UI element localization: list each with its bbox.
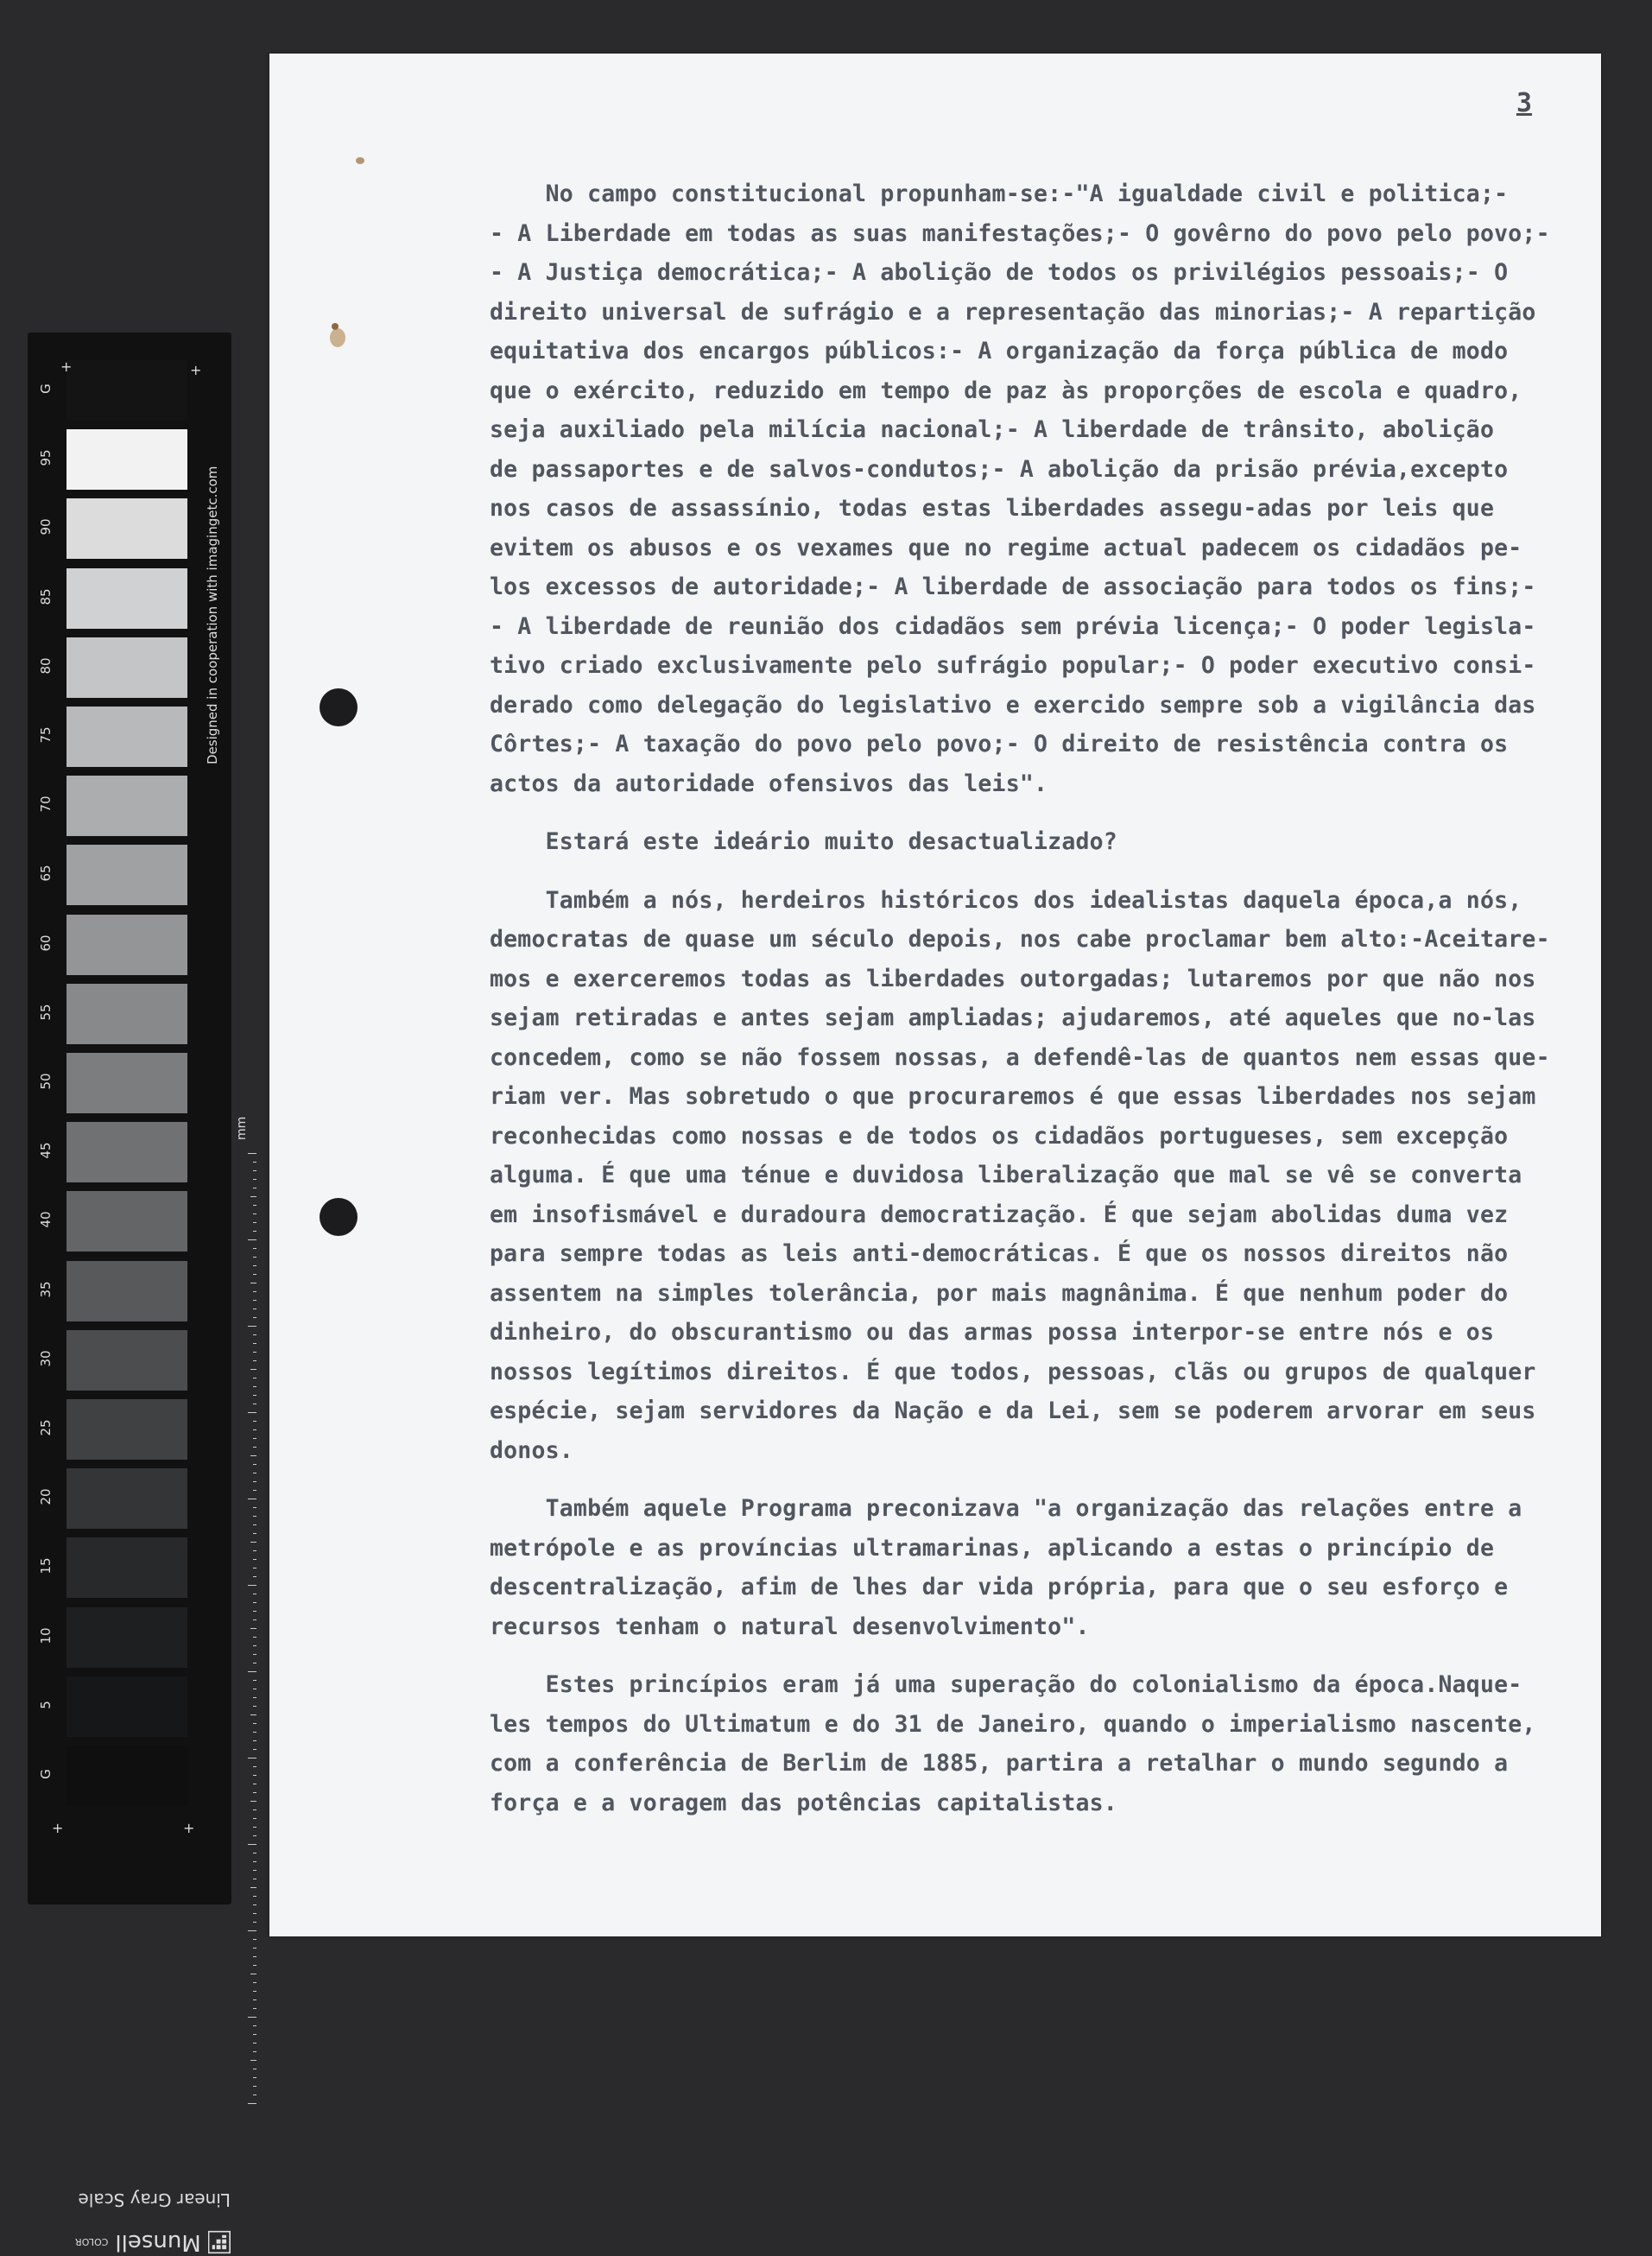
- ruler-tick: [253, 1835, 256, 1836]
- document-page: [269, 54, 1601, 1936]
- text-line: de passaportes e de salvos-condutos;- A abolição da prisão prévia,excepto: [490, 455, 1509, 483]
- ruler-tick: [248, 1585, 256, 1586]
- gray-scale-brand-line: Designed in cooperation with imagingetc.com: [205, 466, 220, 764]
- ruler-tick: [253, 1533, 256, 1534]
- text-line: equitativa dos encargos públicos:- A organização da força pública de modo: [490, 338, 1509, 364]
- gray-patch: [66, 1607, 187, 1668]
- text-line: dinheiro, do obscurantismo ou das armas possa interpor-se entre nós e os: [490, 1319, 1495, 1346]
- text-line: descentralização, afim de lhes dar vida própria, para que o seu esforço e: [490, 1574, 1509, 1600]
- ruler-tick: [253, 1818, 256, 1819]
- ruler-tick: [253, 1343, 256, 1344]
- gray-scale-label: 20: [38, 1488, 54, 1505]
- text-line: em insofismável e duradoura democratização. É que sejam abolidas duma vez: [490, 1201, 1509, 1228]
- gray-patch: [66, 1330, 187, 1391]
- text-line: metrópole e as províncias ultramarinas, aplicando a estas o princípio de: [490, 1534, 1495, 1562]
- ruler-tick: [253, 1334, 256, 1335]
- gray-scale-label: 45: [38, 1142, 54, 1159]
- text-line: força e a voragem das potências capitalistas.: [490, 1789, 1117, 1816]
- gray-patch: [66, 1746, 187, 1806]
- text-line: evitem os abusos e os vexames que no regime actual padecem os cidadãos pe-: [490, 534, 1522, 561]
- ruler-tick: [253, 1490, 256, 1491]
- gray-patch: [66, 1537, 187, 1598]
- text-line: concedem, como se não fossem nossas, a defendê-las de quantos nem essas que-: [490, 1043, 1550, 1071]
- gray-scale-label: 40: [38, 1211, 54, 1228]
- ruler-tick: [250, 1369, 256, 1370]
- text-line: derado como delegação do legislativo e exercido sempre sob a vigilância das: [490, 691, 1536, 719]
- text-line: que o exército, reduzido em tempo de paz às proporções de escola e quadro,: [490, 377, 1522, 404]
- ruler-tick: [250, 2060, 256, 2061]
- ruler-tick: [253, 1559, 256, 1560]
- text-line: No campo constitucional propunham-se:-"A igualdade civil e politica;-: [490, 181, 1509, 207]
- gray-scale-label: 50: [38, 1073, 54, 1090]
- ruler-tick: [250, 1801, 256, 1802]
- gray-patch: [66, 568, 187, 629]
- ruler-tick: [253, 2094, 256, 2095]
- ruler-tick: [253, 1654, 256, 1655]
- ruler-tick: [253, 1231, 256, 1232]
- gray-scale-label: G: [38, 383, 54, 394]
- gray-scale-card: [28, 333, 249, 2255]
- ruler-tick: [253, 1602, 256, 1603]
- ruler-tick: [253, 1222, 256, 1223]
- ruler-tick: [248, 1239, 256, 1240]
- gray-scale-label: 70: [38, 795, 54, 813]
- ruler-tick: [253, 1360, 256, 1361]
- ruler-tick: [250, 1628, 256, 1629]
- ruler-tick: [253, 1732, 256, 1733]
- gray-patch: [66, 707, 187, 767]
- ruler-tick: [253, 1300, 256, 1301]
- ruler-tick: [253, 1645, 256, 1646]
- gray-patch: [66, 776, 187, 836]
- ruler-tick: [253, 2077, 256, 2078]
- gray-scale-title: Linear Gray Scale: [78, 2189, 231, 2210]
- ruler-tick: [253, 1982, 256, 1983]
- paragraph-gap: [490, 1470, 1578, 1489]
- ruler-tick: [253, 1792, 256, 1793]
- text-line: direito universal de sufrágio e a representação das minorias;- A repartição: [490, 298, 1536, 326]
- ruler-tick: [253, 1939, 256, 1940]
- ruler-tick: [253, 2034, 256, 2035]
- ruler-tick: [253, 1429, 256, 1430]
- text-line: democratas de quase um século depois, nos cabe proclamar bem alto:-Aceitare-: [490, 926, 1550, 953]
- paragraph-gap: [490, 803, 1578, 822]
- gray-patch: [66, 915, 187, 975]
- ruler-tick: [250, 1542, 256, 1543]
- gray-patch: [66, 1191, 187, 1252]
- ruler-tick: [253, 1896, 256, 1897]
- gray-scale-label: 95: [38, 449, 54, 466]
- ruler-tick: [253, 1205, 256, 1206]
- ruler-scale: [248, 1153, 256, 2103]
- ruler-tick: [253, 1956, 256, 1957]
- ruler-tick: [253, 1421, 256, 1422]
- ruler-tick: [253, 1991, 256, 1992]
- stain-mark: [330, 328, 345, 347]
- munsell-brand: [75, 2228, 231, 2256]
- text-line: para sempre todas as leis anti-democráticas. É que os nossos direitos não: [490, 1240, 1509, 1267]
- ruler-tick: [253, 1637, 256, 1638]
- text-line: Côrtes;- A taxação do povo pelo povo;- O direito de resistência contra os: [490, 731, 1509, 757]
- munsell-brand-sub: COLOR: [75, 2236, 109, 2248]
- gray-patch: [66, 845, 187, 905]
- ruler-tick: [253, 1481, 256, 1482]
- paragraph-gap: [490, 1646, 1578, 1665]
- ruler-tick: [253, 1576, 256, 1577]
- ruler-unit-label: mm: [235, 1116, 249, 1140]
- gray-scale-label: 15: [38, 1557, 54, 1575]
- gray-scale-label: 75: [38, 726, 54, 744]
- ruler-tick: [250, 1196, 256, 1197]
- gray-scale-label: 30: [38, 1350, 54, 1367]
- ruler-tick: [253, 1248, 256, 1249]
- text-line: tivo criado exclusivamente pelo sufrágio popular;- O poder executivo consi-: [490, 652, 1536, 679]
- ruler-tick: [248, 1930, 256, 1931]
- gray-patch: [66, 429, 187, 490]
- plus-mark: +: [190, 362, 202, 378]
- ruler-tick: [250, 1714, 256, 1715]
- ruler-tick: [253, 1913, 256, 1914]
- ruler-tick: [253, 1170, 256, 1171]
- ruler-tick: [253, 1827, 256, 1828]
- ruler-tick: [248, 1844, 256, 1845]
- text-line: Estes princípios eram já uma superação do colonialismo da época.Naque-: [490, 1671, 1522, 1698]
- ruler-tick: [253, 1265, 256, 1266]
- text-line: riam ver. Mas sobretudo o que procuraremos é que essas liberdades nos sejam: [490, 1083, 1536, 1110]
- gray-scale-label: 5: [38, 1701, 54, 1709]
- plus-mark: +: [60, 358, 73, 375]
- stain-mark: [356, 157, 364, 164]
- text-line: Também aquele Programa preconizava "a organização das relações entre a: [490, 1495, 1522, 1522]
- plus-mark: +: [52, 1820, 64, 1836]
- ruler-tick: [253, 2086, 256, 2087]
- ruler-tick: [253, 1740, 256, 1741]
- gray-patch: [66, 1053, 187, 1113]
- gray-scale-label: 85: [38, 588, 54, 605]
- ruler-tick: [253, 1291, 256, 1292]
- ruler-tick: [253, 1706, 256, 1707]
- gray-patch: [66, 1399, 187, 1460]
- ruler-tick: [253, 1274, 256, 1275]
- ruler-tick: [248, 1671, 256, 1672]
- ruler-tick: [248, 2017, 256, 2018]
- punch-hole: [320, 688, 358, 726]
- gray-scale-label: 10: [38, 1627, 54, 1644]
- munsell-brand-name: Munsell: [115, 2229, 201, 2255]
- ruler-tick: [248, 1758, 256, 1759]
- ruler-tick: [253, 1516, 256, 1517]
- gray-scale-label: 35: [38, 1281, 54, 1298]
- gray-patch: [66, 1676, 187, 1737]
- ruler-tick: [253, 1809, 256, 1810]
- gray-scale-label: 80: [38, 657, 54, 675]
- gray-patch: [66, 1122, 187, 1182]
- gray-scale-label: 65: [38, 865, 54, 882]
- paragraph: [490, 822, 1578, 862]
- ruler-tick: [250, 1455, 256, 1456]
- ruler-tick: [253, 1179, 256, 1180]
- typewritten-text: [490, 174, 1578, 1822]
- text-line: alguma. É que uma ténue e duvidosa liberalização que mal se vê se converta: [490, 1162, 1522, 1188]
- gray-scale-label: 25: [38, 1419, 54, 1436]
- ruler-tick: [253, 1507, 256, 1508]
- text-line: seja auxiliado pela milícia nacional;- A liberdade de trânsito, abolição: [490, 416, 1495, 443]
- text-line: mos e exerceremos todas as liberdades outorgadas; lutaremos por que não nos: [490, 965, 1536, 992]
- gray-patch: [66, 498, 187, 559]
- text-line: - A Liberdade em todas as suas manifestações;- O govêrno do povo pelo povo;-: [490, 219, 1550, 247]
- gray-patch: [66, 984, 187, 1044]
- ruler-tick: [248, 1412, 256, 1413]
- ruler-tick: [253, 1438, 256, 1439]
- ruler-tick: [253, 1395, 256, 1396]
- paragraph: [490, 1665, 1578, 1822]
- ruler-tick: [253, 1749, 256, 1750]
- page-number: 3: [1516, 88, 1532, 118]
- plus-mark: +: [183, 1820, 195, 1836]
- text-line: - A liberdade de reunião dos cidadãos sem prévia licença;- O poder legisla-: [490, 612, 1536, 640]
- text-line: nossos legítimos direitos. É que todos, pessoas, clãs ou grupos de qualquer: [490, 1358, 1536, 1385]
- ruler-tick: [253, 1352, 256, 1353]
- ruler-tick: [253, 1524, 256, 1525]
- ruler-tick: [253, 1922, 256, 1923]
- gray-scale-label: 60: [38, 935, 54, 952]
- ruler-tick: [253, 1464, 256, 1465]
- text-line: donos.: [490, 1436, 573, 1464]
- ruler-tick: [253, 1904, 256, 1905]
- ruler-tick: [253, 1317, 256, 1318]
- text-line: nos casos de assassínio, todas estas liberdades assegu-adas por leis que: [490, 495, 1495, 522]
- ruler-tick: [253, 2025, 256, 2026]
- ruler-tick: [248, 1153, 256, 1154]
- punch-hole: [320, 1198, 358, 1236]
- gray-scale-label: 90: [38, 518, 54, 535]
- ruler-tick: [253, 1611, 256, 1612]
- ruler-tick: [253, 1619, 256, 1620]
- gray-scale-label: 55: [38, 1004, 54, 1021]
- ruler-tick: [248, 1326, 256, 1327]
- ruler-tick: [253, 1447, 256, 1448]
- text-line: les tempos do Ultimatum e do 31 de Janeiro, quando o imperialismo nascente,: [490, 1710, 1536, 1738]
- text-line: espécie, sejam servidores da Nação e da Lei, sem se poderem arvorar em seus: [490, 1397, 1536, 1424]
- text-line: actos da autoridade ofensivos das leis".: [490, 770, 1048, 797]
- ruler-tick: [253, 1550, 256, 1551]
- ruler-tick: [253, 1257, 256, 1258]
- paragraph: [490, 881, 1578, 1471]
- ruler-tick: [248, 2103, 256, 2104]
- ruler-tick: [253, 1766, 256, 1767]
- paragraph-gap: [490, 862, 1578, 881]
- ruler-tick: [253, 1965, 256, 1966]
- gray-patch: [66, 637, 187, 698]
- ruler-tick: [253, 1870, 256, 1871]
- text-line: sejam retiradas e antes sejam ampliadas; ajudaremos, até aqueles que no-las: [490, 1004, 1536, 1031]
- text-line: los excessos de autoridade;- A liberdade de associação para todos os fins;-: [490, 574, 1536, 600]
- gray-patch: [66, 1468, 187, 1529]
- ruler-tick: [253, 1775, 256, 1776]
- gray-scale-label: G: [38, 1769, 54, 1779]
- ruler-tick: [253, 1853, 256, 1854]
- text-line: Estará este ideário muito desactualizado?: [490, 828, 1117, 855]
- text-line: com a conferência de Berlim de 1885, partira a retalhar o mundo segundo a: [490, 1750, 1509, 1777]
- text-line: - A Justiça democrática;- A abolição de todos os privilégios pessoais;- O: [490, 259, 1509, 286]
- text-line: reconhecidas como nossas e de todos os cidadãos portugueses, sem excepção: [490, 1122, 1509, 1150]
- paragraph: [490, 1489, 1578, 1646]
- ruler-tick: [253, 2051, 256, 2052]
- paragraph: [490, 174, 1578, 803]
- gray-patch: [66, 1261, 187, 1321]
- ruler-tick: [253, 2043, 256, 2044]
- ruler-tick: [253, 1386, 256, 1387]
- ruler-tick: [253, 1162, 256, 1163]
- ruler-tick: [250, 1887, 256, 1888]
- ruler-tick: [253, 1697, 256, 1698]
- munsell-logo-icon: [208, 2228, 231, 2256]
- ruler-tick: [253, 1723, 256, 1724]
- ruler-tick: [253, 1680, 256, 1681]
- text-line: recursos tenham o natural desenvolvimento".: [490, 1613, 1090, 1640]
- text-line: Também a nós, herdeiros históricos dos idealistas daquela época,a nós,: [490, 886, 1522, 914]
- ruler-tick: [253, 1999, 256, 2000]
- gray-patch: [66, 360, 187, 421]
- ruler-tick: [253, 2008, 256, 2009]
- ruler-tick: [253, 1948, 256, 1949]
- ruler-tick: [253, 1861, 256, 1862]
- text-line: assentem na simples tolerância, por mais magnânima. É que nenhum poder do: [490, 1279, 1509, 1307]
